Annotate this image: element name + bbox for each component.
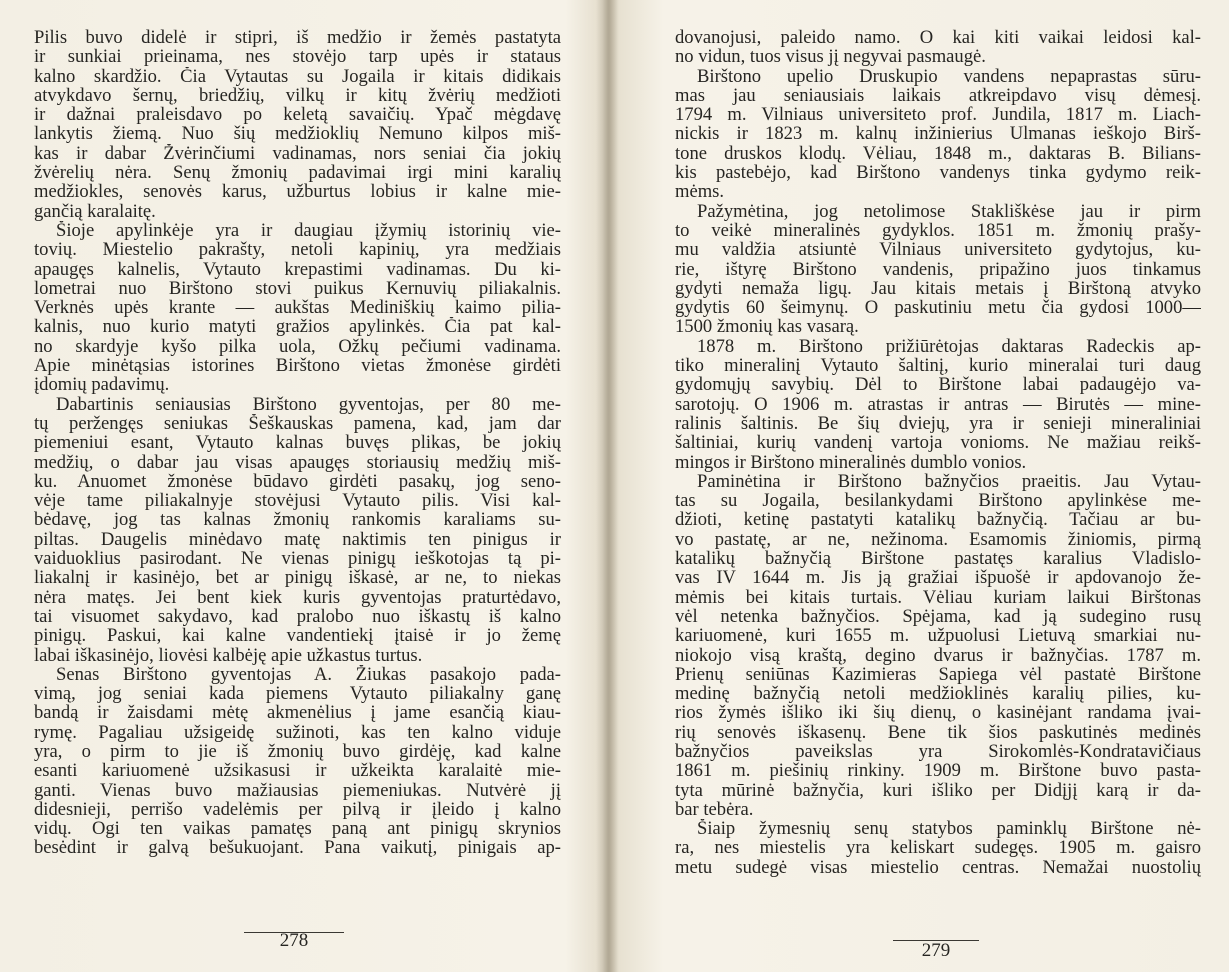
text-line: rie, ištyrę Birštono vandenis, pripažino juos tinkamus — [675, 259, 1201, 279]
text-line: yra, o pirm to jie iš žmonių buvo girdėję, kad kalne — [34, 741, 561, 762]
text-line: lankytis žiemą. Nuo šių medžioklių Nemuno kilpos miš- — [34, 124, 561, 144]
text-line: ra, nes miestelis yra keliskart sudegęs. 1905 m. gaisro — [675, 838, 1201, 858]
text-line: niokojo visą kraštą, degino dvarus ir bažnyčias. 1787 m. — [675, 645, 1201, 665]
text-line: Verknės upės krante — aukštas Mediniškių kaimo pilia- — [34, 298, 561, 318]
text-line: piltas. Daugelis minėdavo matę naktimis ten pinigus ir — [34, 529, 561, 550]
paragraph — [34, 221, 561, 395]
text-line: bažnyčios paveikslas yra Sirokomlės-Kondratavičiaus — [675, 741, 1201, 762]
text-line: tai visuomet sakydavo, kad pralobo nuo iškastų iš kalno — [34, 606, 561, 627]
text-line: bandą ir žaisdami mėtę akmenėlius į jame esančią kiau- — [34, 703, 561, 723]
text-line: rių senovės iškasenų. Bene tik šios paskutinės medinės — [675, 722, 1201, 742]
text-line: mėms. — [675, 182, 725, 202]
text-line: bar tebėra. — [675, 799, 754, 820]
text-line: medžių, o dabar jau visas apaugęs storiausių medžių miš- — [34, 452, 561, 472]
paragraph — [34, 395, 561, 665]
text-line: mu valdžia atsiuntė Vilniaus universiteto gydytojus, ku- — [675, 240, 1201, 260]
text-line: medinę bažnyčią netoli medžioklinės karalių pilies, ku- — [675, 684, 1201, 704]
paragraph — [34, 28, 561, 221]
text-line: rymę. Pagaliau užsigeidę sužinoti, kas ten kalno viduje — [34, 722, 561, 742]
left-page-text — [34, 28, 561, 858]
text-line: besėdint ir galvą bešukuojant. Pana vaikutį, pinigais ap- — [34, 838, 561, 858]
text-line: nickis ir 1823 m. kalnų inžinierius Ulmanas ieškojo Birš- — [675, 124, 1201, 144]
text-line: piemeniui esant, Vytauto kalnas buvęs plikas, be jokių — [34, 433, 561, 453]
text-line: katalikų bažnyčią Birštone pastatęs karalius Vladislo- — [675, 549, 1201, 569]
text-line: liakalnį ir kasinėjo, bet ar pinigų iškasė, ar ne, to niekas — [34, 568, 561, 588]
text-line: ralinis šaltinis. Be šių dviejų, yra ir senieji mineraliniai — [675, 413, 1201, 434]
text-line: rios žymės išliko iki šių dienų, o kasinėjant randama įvai- — [675, 703, 1201, 723]
text-line: no skardyje kyšo pilka uola, Ožkų pečiumi vadinama. — [34, 336, 561, 357]
text-line: Prienų seniūnas Kazimieras Sapiega vėl pastatė Birštone — [675, 664, 1201, 685]
text-line: vidų. Ogi ten vaikas pamatęs paną ant pinigų skrynios — [34, 819, 561, 839]
text-line: vėl netenka bažnyčios. Spėjama, kad ją sudegino rusų — [675, 606, 1201, 627]
text-line: Paminėtina ir Birštono bažnyčios praeitis. Jau Vytau- — [697, 471, 1201, 492]
paragraph — [675, 472, 1201, 819]
text-line: didesnieji, perrišo vadelėmis per pilvą ir įleido į kalno — [34, 799, 561, 820]
right-page-number: 279 — [921, 940, 951, 961]
text-line: metu sudegė visas miestelio centras. Nemažai nuostolių — [675, 857, 1201, 878]
paragraph — [34, 665, 561, 858]
text-line: to veikė mineralinės gydyklos. 1851 m. žmonių prašy- — [675, 220, 1201, 241]
right-page-text — [675, 28, 1201, 877]
text-line: no vidun, tuos visus jį negyvai pasmaugė. — [675, 47, 986, 67]
text-line: ganti. Vienas buvo mažiausias piemeniukas. Nutvėrė jį — [34, 780, 561, 800]
text-line: tone druskos klodų. Vėliau, 1848 m., daktaras B. Bilians- — [675, 143, 1201, 164]
right-page — [675, 28, 1201, 877]
text-line: šaltiniai, kurių vandenį vartoja vonioms. Ne mažiau reikš- — [675, 433, 1201, 453]
text-line: 1500 žmonių kas vasarą. — [675, 317, 859, 337]
text-line: labai iškasinėjo, liovėsi kalbėję apie užkastus turtus. — [34, 645, 423, 665]
text-line: kas ir dabar Žvėrinčiumi vadinamas, nors seniai čia jokių — [34, 143, 561, 164]
text-line: ku. Anuomet žmonėse būdavo girdėti pasakų, jog seno- — [34, 471, 561, 492]
text-line: lometrai nuo Birštono stovi puikus Kernuvių piliakalnis. — [34, 278, 561, 299]
text-line: Pažymėtina, jog netolimose Stakliškėse jau ir pirm — [697, 201, 1201, 221]
paragraph — [675, 337, 1201, 472]
text-line: Šioje apylinkėje yra ir daugiau įžymių istorinių vie- — [56, 220, 561, 241]
text-line: Šiaip žymesnių senų statybos paminklų Birštone nė- — [697, 819, 1201, 839]
text-line: kalno skardžio. Čia Vytautas su Jogaila ir kitais didikais — [34, 66, 561, 86]
text-line: pinigų. Paskui, kai kalne vandentiekį įtaisė ir jo žemę — [34, 626, 561, 646]
text-line: Apie minėtąsias istorines Birštono vietas žmonėse girdėti — [34, 356, 561, 376]
text-line: kis pastebėjo, kad Birštono vandenys tinka gydymo reik- — [675, 163, 1201, 183]
text-line: kariuomenė, kuri 1655 m. užpuolusi Lietuvą smarkiai nu- — [675, 626, 1201, 646]
text-line: gydytis 60 šeimynų. O paskutiniu metu čia gydosi 1000— — [675, 298, 1201, 318]
text-line: nėra matęs. Jei bent kiek kuris gyventojas praturtėdavo, — [34, 587, 561, 607]
text-line: Pilis buvo didelė ir stipri, iš medžio ir žemės pastatyta — [34, 28, 561, 48]
paragraph — [675, 67, 1201, 202]
text-line: medžiokles, senovės karus, užburtus lobius ir kalne mie- — [34, 182, 561, 202]
text-line: vimą, jog seniai kada piemens Vytauto piliakalny ganę — [34, 684, 561, 704]
left-page — [34, 28, 561, 858]
text-line: kalnis, nuo kurio matyti gražios apylinkės. Čia pat kal- — [34, 317, 561, 337]
text-line: gydyti nemaža ligų. Jau kitais metais į Birštoną atvyko — [675, 278, 1201, 299]
text-line: ir sunkiai prieinama, nes stovėjo tarp upės ir stataus — [34, 47, 561, 67]
paragraph — [675, 819, 1201, 877]
text-line: Senas Birštono gyventojas A. Žiukas pasakojo pada- — [56, 664, 561, 685]
text-line: atvykdavo šernų, briedžių, vilkų ir kitų žvėrių medžioti — [34, 85, 561, 106]
text-line: ir dažnai praleisdavo po keletą savaičių. Ypač mėgdavę — [34, 105, 561, 125]
text-line: mas jau seniausiais laikais atkreipdavo visų dėmesį. — [675, 85, 1201, 106]
text-line: 1878 m. Birštono prižiūrėtojas daktaras Radeckis ap- — [697, 336, 1201, 357]
text-line: vaiduoklius pasirodant. Ne vienas pinigų ieškotojas tą pi- — [34, 549, 561, 569]
text-line: vas IV 1644 m. Jis ją gražiai išpuošė ir apdovanojo že- — [675, 568, 1201, 588]
text-line: vėje tame piliakalnyje stovėjusi Vytauto pilis. Visi kal- — [34, 491, 561, 511]
left-page-number: 278 — [279, 930, 309, 951]
text-line: dovanojusi, paleido namo. O kai kiti vaikai leidosi kal- — [675, 28, 1201, 48]
text-line: 1861 m. piešinių rinkiny. 1909 m. Birštone buvo pasta- — [675, 761, 1201, 781]
text-line: tas su Jogaila, besilankydami Birštono apylinkėse me- — [675, 491, 1201, 511]
gutter-shadow — [596, 0, 618, 972]
text-line: bėdavę, jog tas kalnas žmonių rankomis karaliams su- — [34, 510, 561, 530]
text-line: sarotojų. O 1906 m. atrastas ir antras — Birutės — mine- — [675, 394, 1201, 414]
text-line: mingos ir Birštono mineralinės dumblo vonios. — [675, 452, 1027, 472]
paragraph — [675, 28, 1201, 67]
text-line: džioti, ketinę pastatyti katalikų bažnyčią. Tačiau ar bu- — [675, 510, 1201, 530]
text-line: gydomųjų savybių. Dėl to Birštone labai padaugėjo va- — [675, 375, 1201, 395]
text-line: apaugęs kalnelis, Vytauto krepastimi vadinamas. Du ki- — [34, 259, 561, 279]
text-line: tų peržengęs seniukas Šeškauskas pamena, kad, jam dar — [34, 413, 561, 434]
text-line: tyta mūrinė bažnyčia, kuri išliko per Didįjį karą ir da- — [675, 780, 1201, 800]
text-line: vo pastatę, ar ne, nežinoma. Esamomis žiniomis, pirmą — [675, 529, 1201, 550]
text-line: Dabartinis seniausias Birštono gyventojas, per 80 me- — [56, 394, 561, 414]
text-line: tiko mineralinį Vytauto šaltinį, kurio mineralai turi daug — [675, 356, 1201, 376]
text-line: tovių. Miestelio pakrašty, netoli kapinių, yra medžiais — [34, 240, 561, 260]
text-line: mėmis bei kitais turtais. Vėliau kuriam laikui Birštonas — [675, 587, 1201, 607]
text-line: esanti kariuomenė užsikasusi ir užkeikta karalaitė mie- — [34, 761, 561, 781]
text-line: žvėrelių nėra. Senų žmonių padavimai irgi mini karalių — [34, 163, 561, 183]
text-line: gančią karalaitę. — [34, 201, 156, 221]
text-line: įdomių padavimų. — [34, 375, 170, 395]
paragraph — [675, 202, 1201, 337]
text-line: 1794 m. Vilniaus universiteto prof. Jundila, 1817 m. Liach- — [675, 105, 1201, 125]
text-line: Birštono upelio Druskupio vandens nepaprastas sūru- — [697, 66, 1201, 86]
